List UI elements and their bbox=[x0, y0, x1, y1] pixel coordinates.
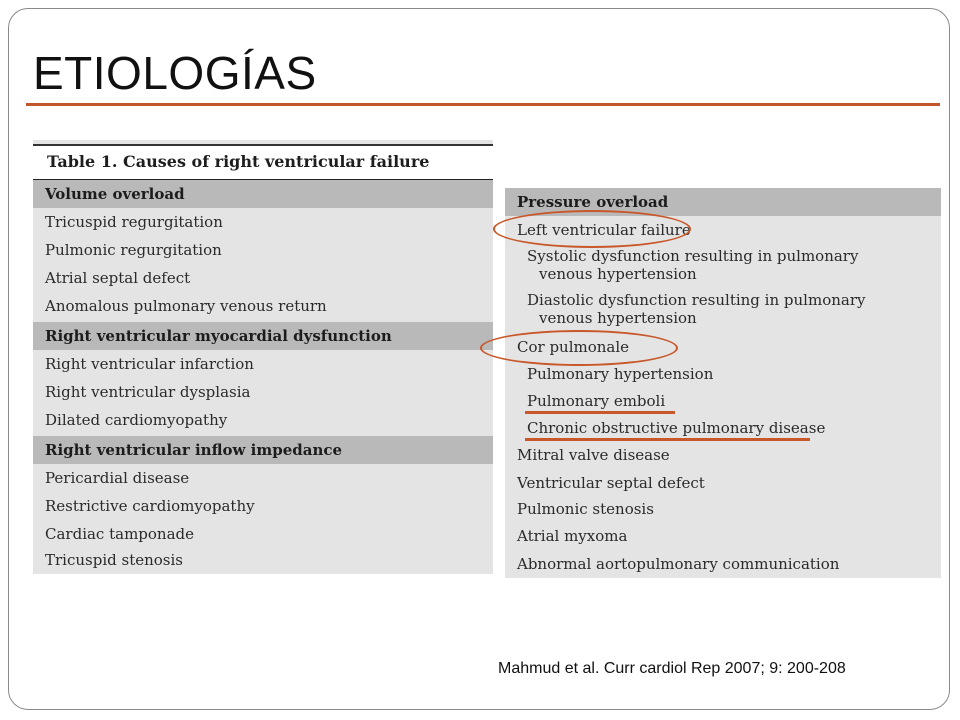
table-row: Pulmonary emboli bbox=[527, 392, 666, 410]
table-row: Cor pulmonale bbox=[517, 338, 630, 356]
table-row: Ventricular septal defect bbox=[517, 474, 705, 492]
table-row: Anomalous pulmonary venous return bbox=[45, 297, 327, 315]
highlight-circle-cor-pulmonale bbox=[480, 330, 678, 366]
table-row: Left ventricular failure bbox=[517, 221, 691, 239]
section-header-volume-overload: Volume overload bbox=[33, 180, 493, 208]
highlight-circle-left-ventricular-failure bbox=[493, 210, 691, 248]
title-underline bbox=[26, 103, 940, 106]
slide-title: ETIOLOGÍAS bbox=[33, 47, 317, 99]
table-row: Tricuspid regurgitation bbox=[45, 213, 223, 231]
table-row: Atrial myxoma bbox=[517, 527, 628, 545]
table-row: Pulmonary hypertension bbox=[527, 365, 714, 383]
table-row: Pulmonic stenosis bbox=[517, 500, 654, 518]
section-header-myocardial-dysfunction: Right ventricular myocardial dysfunction bbox=[33, 322, 493, 350]
table-row: Pericardial disease bbox=[45, 469, 190, 487]
table-row: Restrictive cardiomyopathy bbox=[45, 497, 255, 515]
table-row: Dilated cardiomyopathy bbox=[45, 411, 228, 429]
table-row: venous hypertension bbox=[539, 265, 697, 283]
table-image-left bbox=[33, 140, 493, 574]
citation: Mahmud et al. Curr cardiol Rep 2007; 9: 200-208 bbox=[498, 660, 846, 677]
table-row: Abnormal aortopulmonary communication bbox=[517, 555, 840, 573]
underline-copd bbox=[525, 438, 810, 441]
table-row: Pulmonic regurgitation bbox=[45, 241, 222, 259]
table-row: venous hypertension bbox=[539, 309, 697, 327]
table-row: Atrial septal defect bbox=[45, 269, 191, 287]
table-row: Right ventricular infarction bbox=[45, 355, 254, 373]
underline-pulmonary-emboli bbox=[525, 411, 675, 414]
table-row: Cardiac tamponade bbox=[45, 525, 195, 543]
table-title: Table 1. Causes of right ventricular failure bbox=[33, 144, 493, 182]
table-row: Tricuspid stenosis bbox=[45, 551, 183, 569]
section-header-inflow-impedance: Right ventricular inflow impedance bbox=[33, 436, 493, 464]
table-row: Right ventricular dysplasia bbox=[45, 383, 251, 401]
table-row: Chronic obstructive pulmonary disease bbox=[527, 419, 826, 437]
table-row: Systolic dysfunction resulting in pulmonary bbox=[527, 247, 859, 265]
section-header-pressure-overload: Pressure overload bbox=[505, 188, 941, 216]
table-row: Mitral valve disease bbox=[517, 446, 670, 464]
table-row: Diastolic dysfunction resulting in pulmonary bbox=[527, 291, 866, 309]
